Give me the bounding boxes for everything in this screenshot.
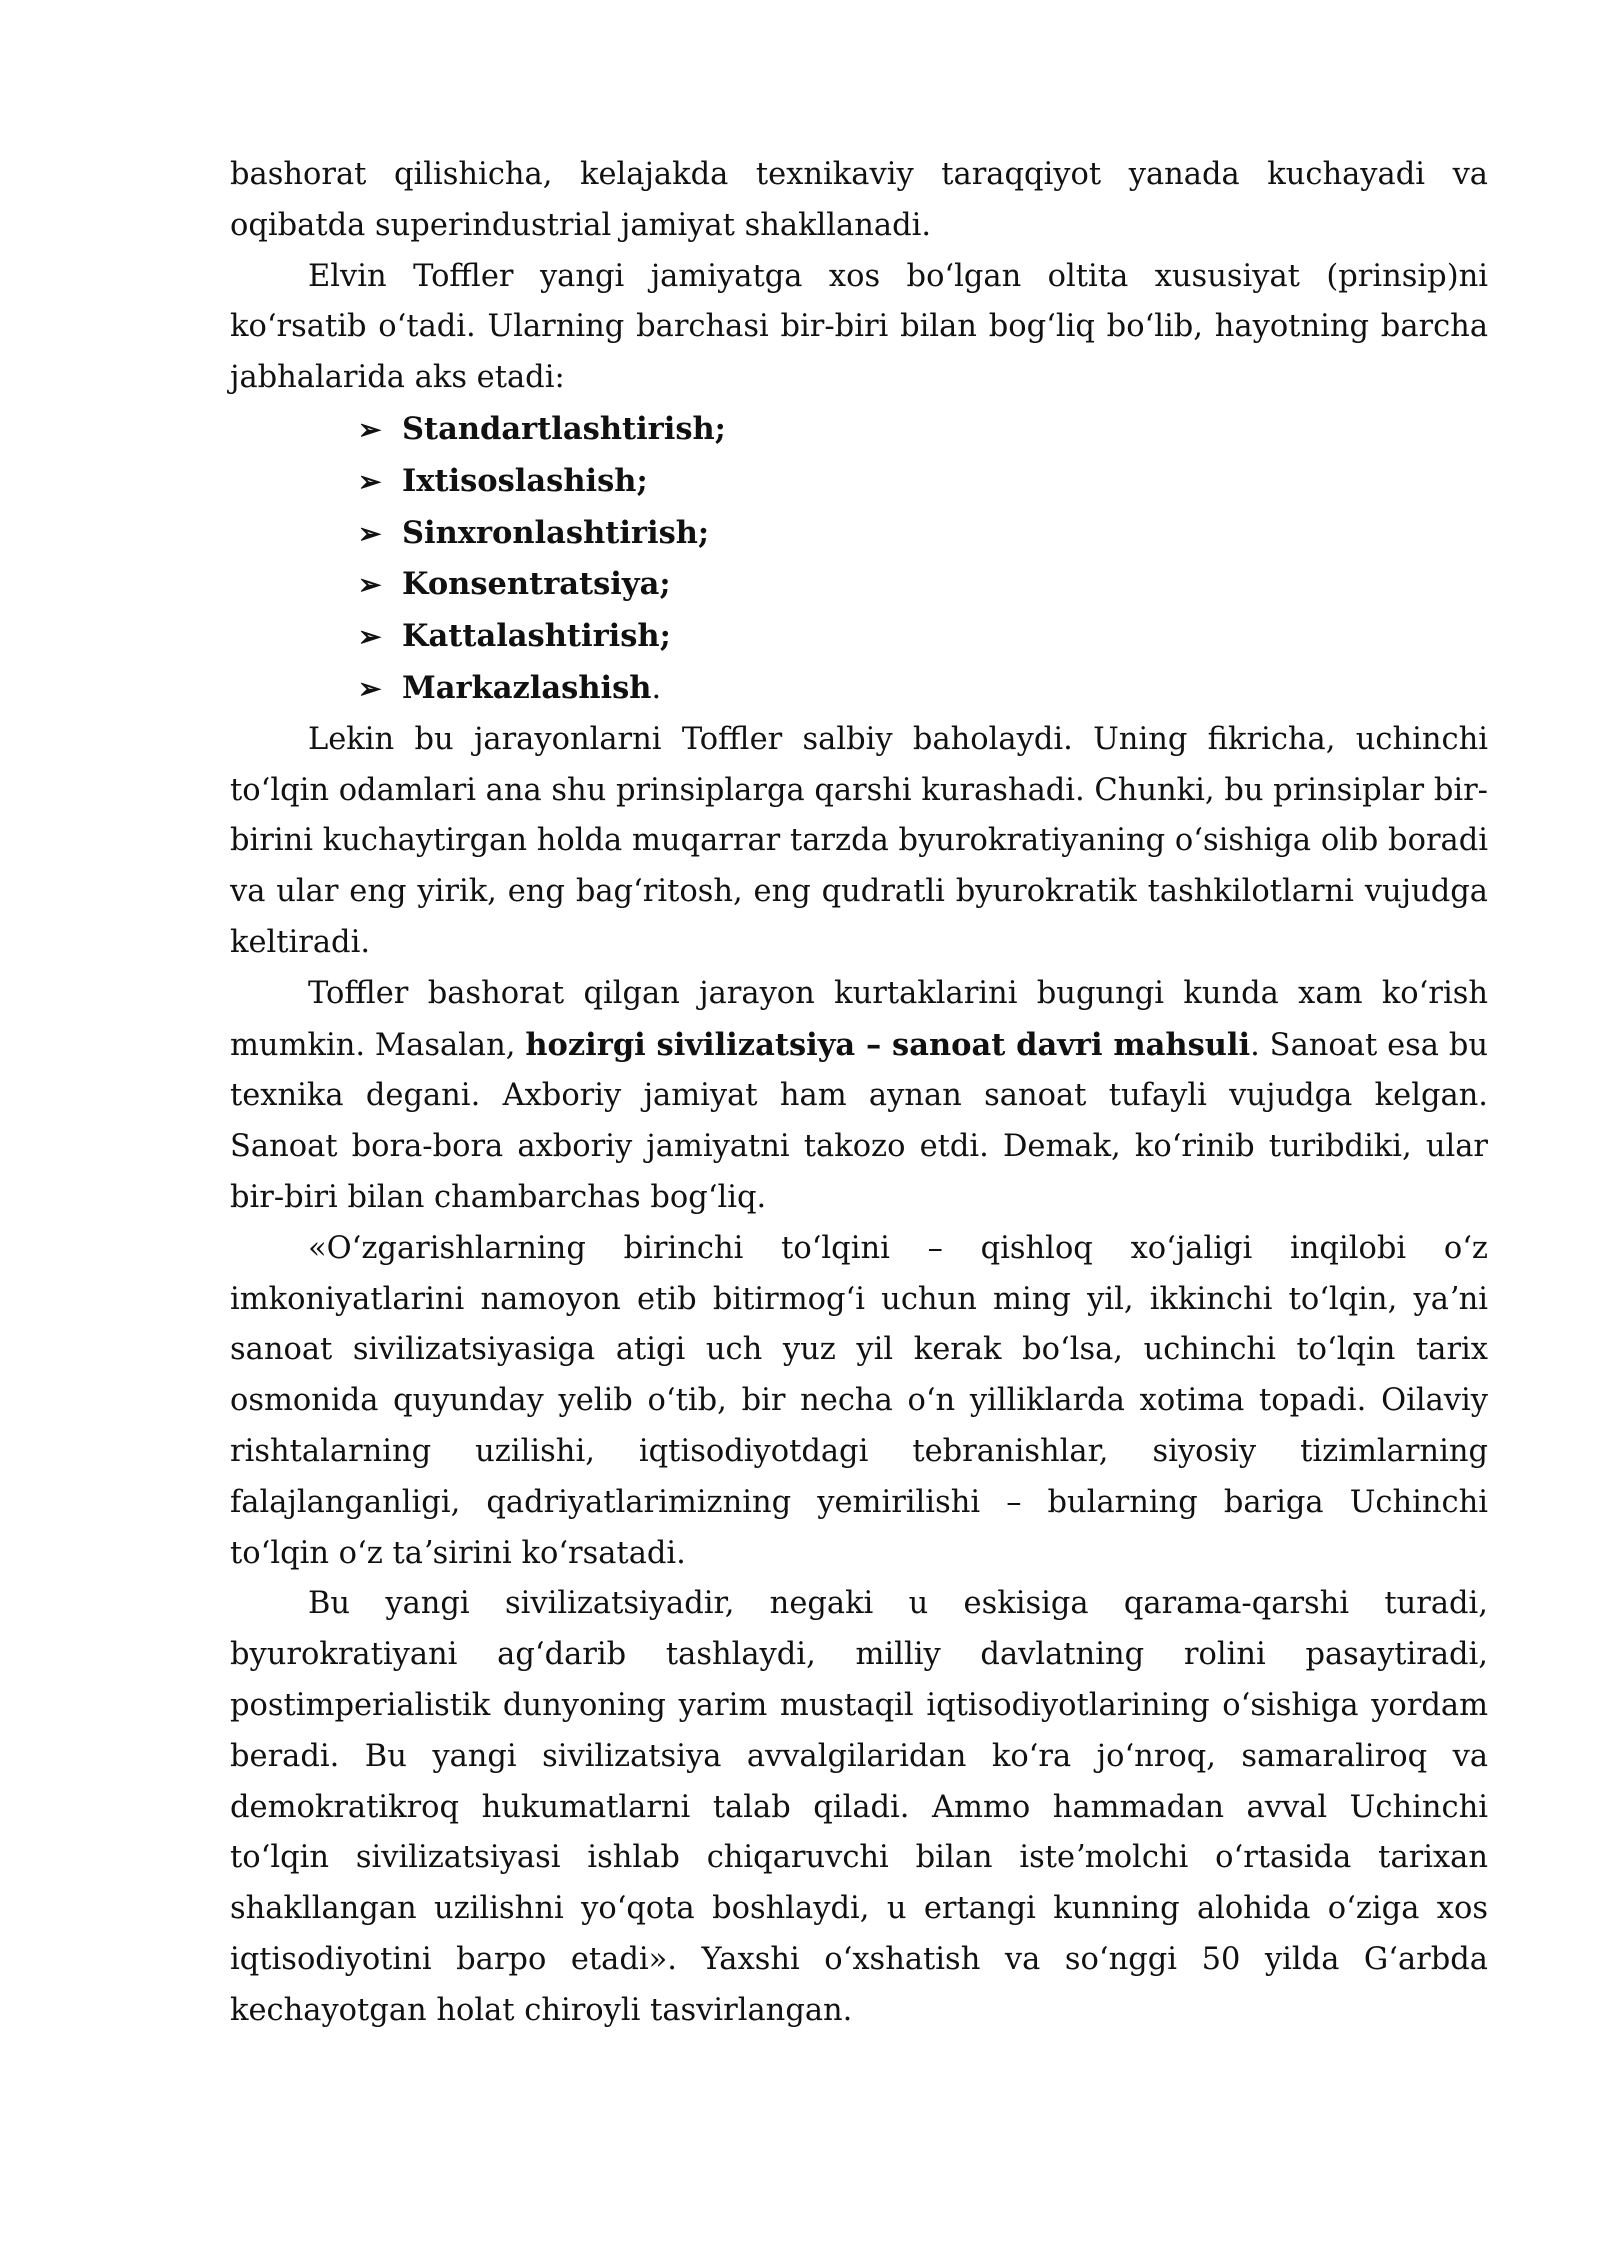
arrow-bullet-icon: ➢ [358,412,382,446]
list-item [358,404,1488,456]
list-item-label: Kattalashtirish; [402,618,671,655]
list-item [358,559,1488,611]
arrow-bullet-icon: ➢ [358,464,382,498]
list-item [358,456,1488,508]
arrow-bullet-icon: ➢ [358,516,382,550]
paragraph-6: Bu yangi sivilizatsiyadir, negaki u eskisiga qarama-qarshi turadi, byurokratiyani agʻdarib tashlaydi, milliy davlatning rolini pasaytiradi, postimperialistik dunyoning yarim mustaqil iqtisodiyotlarining oʻsishiga yordam beradi. Bu yangi sivilizatsiya avvalgilaridan koʻra joʻnroq, samaraliroq va demokratikroq hukumatlarni talab qiladi. Ammo hammadan avval Uchinchi toʻlqin sivilizatsiyasi ishlab chiqaruvchi bilan isteʼmolchi oʻrtasida tarixan shakllangan uzilishni yoʻqota boshlaydi, u ertangi kunning alohida oʻziga xos iqtisodiyotini barpo etadi». Yaxshi oʻxshatish va soʻnggi 50 yilda Gʻarbda kechayotgan holat chiroyli tasvirlangan. [230,1586,1488,2028]
list-item-label: Konsentratsiya; [402,566,671,603]
arrow-bullet-icon: ➢ [358,620,382,654]
paragraph-2: Elvin Toffler yangi jamiyatga xos boʻlgan oltita xususiyat (prinsip)ni koʻrsatib oʻtadi. Ularning barchasi bir-biri bilan bogʻliq boʻlib, hayotning barcha jabhalarida aks etadi: [230,258,1488,396]
emphasized-phrase: hozirgi sivilizatsiya – sanoat davri mahsuli [525,1026,1251,1063]
list-item-label: Sinxronlashtirish; [402,514,710,551]
principles-list [230,404,1488,715]
list-item-label: Standartlashtirish; [402,410,726,447]
list-item-label: Markazlashish [402,669,652,706]
paragraph-5-quote: «Oʻzgarishlarning birinchi toʻlqini – qishloq xoʻjaligi inqilobi oʻz imkoniyatlarini namoyon etib bitirmogʻi uchun ming yil, ikkinchi toʻlqin, yaʼni sanoat sivilizatsiyasiga atigi uch yuz yil kerak boʻlsa, uchinchi toʻlqin tarix osmonida quyunday yelib oʻtib, bir necha oʻn yilliklarda xotima topadi. Oilaviy rishtalarning uzilishi, iqtisodiyotdagi tebranishlar, siyosiy tizimlarning falajlanganligi, qadriyatlarimizning yemirilishi – bularning bariga Uchinchi toʻlqin oʻz taʼsirini koʻrsatadi. [230,1230,1488,1571]
list-item [358,611,1488,663]
paragraph-4: Toffler bashorat qilgan jarayon kurtaklarini bugungi kunda xam koʻrish mumkin. Masalan, hozirgi sivilizatsiya – sanoat davri mahsuli. Sanoat esa bu texnika degani. Axboriy jamiyat ham aynan sanoat tufayli vujudga kelgan. Sanoat bora-bora axboriy jamiyatni takozo etdi. Demak, koʻrinib turibdiki, ular bir-biri bilan chambarchas bogʻliq. [230,975,1488,1215]
list-item-label: Ixtisoslashish; [402,462,648,499]
paragraph-1: bashorat qilishicha, kelajakda texnikaviy taraqqiyot yanada kuchayadi va oqibatda superindustrial jamiyat shakllanadi. [230,157,1488,243]
arrow-bullet-icon: ➢ [358,568,382,602]
document-page [230,150,1488,2036]
paragraph-3: Lekin bu jarayonlarni Toffler salbiy baholaydi. Uning fikricha, uchinchi toʻlqin odamlari ana shu prinsiplarga qarshi kurashadi. Chunki, bu prinsiplar bir-birini kuchaytirgan holda muqarrar tarzda byurokratiyaning oʻsishiga olib boradi va ular eng yirik, eng bagʻritosh, eng qudratli byurokratik tashkilotlarni vujudga keltiradi. [230,721,1488,960]
list-item [358,508,1488,560]
list-item: ➢ Markazlashish. [358,663,1488,715]
arrow-bullet-icon: ➢ [358,671,382,705]
